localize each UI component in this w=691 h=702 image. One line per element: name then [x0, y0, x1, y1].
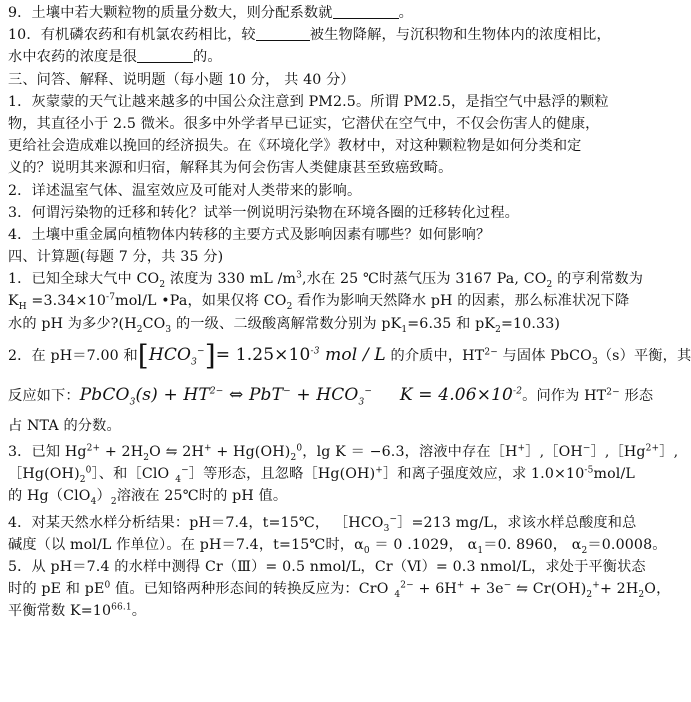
essay-1-line: 义的？说明其来源和归宿，解释其为何会伤害人类健康甚至致癌致畸。 [8, 160, 453, 177]
essay-2: 2．详述温室气体、温室效应及可能对人类带来的影响。 [8, 182, 362, 199]
calc-2-line: 2．在 pH＝7.00 和$[HCO_3^-]= 1.25\times 10^{-3}$ mol / L 的介质中，$HT^{2-}$ 与固体 PbCO$_3$（s）平衡，其 [8, 338, 691, 372]
essay-4: 4．土壤中重金属向植物体内转移的主要方式及影响因素有哪些？如何影响？ [8, 226, 491, 243]
calc-1-line: $K_H =3.34\times 10^{-7}mol/L$ •Pa，如果仅将 $CO_2$ 看作为影响天然降水 pH 的因素，那么标准状况下降 [8, 292, 630, 313]
essay-1-line: 物，其直径小于 2.5 微米。很多中外学者早已证实，它潜伏在空气中，不仅会伤害人的健康， [8, 115, 600, 132]
calc-5-line: 5．从 pH＝7.4 的水样中测得 Cr（Ⅲ）= 0.5 nmol/L，Cr（Ⅵ）= 0.3 nmol/L，求处于平衡状态 [8, 558, 646, 575]
section-3-heading: 三、问答、解释、说明题（每小题 10 分， 共 40 分） [8, 71, 355, 88]
bicarbonate-equation: $[HCO_3^-]= 1.25\times 10^{-3}$ mol / L [137, 338, 386, 372]
calc-3-line: 的 $Hg(ClO_4)_2$溶液在 25℃时的 pH 值。 [8, 488, 288, 508]
question-text: 9．土壤中若大颗粒物的质量分数大，则分配系数就 [8, 5, 333, 21]
calc-4-line: 4．对某天然水样分析结果：pH＝7.4，t=15℃， $[HCO_3^-]=213$ mg/L，求该水样总酸度和总 [8, 513, 637, 534]
answer-blank[interactable] [256, 26, 310, 41]
section-4-heading: 四、计算题(每题 7 分，共 35 分) [8, 249, 224, 266]
calc-3-line: 3．已知 $Hg^{2+} + 2H_2O$ ⇋ $2H^+ + Hg(OH)_2^0$，lg K ＝ −6.3，溶液中存在$[H^+],[OH^-],[Hg^{2+}]$, [8, 443, 679, 463]
calc-1-line: 1．已知全球大气中 $CO_2$ 浓度为 330 mL $/m^3$,水在 25 ℃时蒸气压为 3167 Pa, $CO_2$ 的亨利常数为 [8, 270, 644, 291]
calc-3-line: $[Hg(OH)_2^0]$、和［ClO $_4$−］等形态，且忽略［Hg(OH)+］和离子强度效应，求 $1.0\times 10^{-5}mol/L$ [8, 465, 635, 486]
question-text: 水中农药的浓度是很 [8, 49, 138, 66]
reaction-equation: PbCO$_3$(s) + $HT^{2-}$ ⇔ $PbT^- + HCO_3^-$ $K = 4.06\times 10^{-2}$ [79, 384, 523, 408]
question-10: 10．有机磷农药和有机氯农药相比，较 被生物降解，与沉积物和生物体内的浓度相比， [8, 27, 611, 44]
essay-1-line: 1．灰蒙蒙的天气让越来越多的中国公众注意到 PM2.5。所谓 PM2.5，是指空气中悬浮的颗粒 [8, 93, 609, 110]
calc-4-line: 碱度（以 mol/L 作单位）。在 pH＝7.4，t=15℃时，$\alpha_0 = 0$ .1029， $\alpha_1=0$. 8960， $\alpha_2=0.0008$。 [8, 536, 667, 556]
calc-2-line: 占 NTA 的分数。 [8, 417, 121, 434]
answer-blank[interactable] [137, 48, 193, 63]
calc-5-line: 时的 pE 和 $pE^0$ 值。已知铬两种形态间的转换反应为：CrO $_4^{2-}$ + 6H+ + 3e− ⇋ $Cr(OH)_2^++ 2H_2O$， [8, 580, 671, 600]
essay-1-line: 更给社会造成难以挽回的经济损失。在《环境化学》教材中，对这种颗粒物是如何分类和定 [8, 138, 582, 155]
calc-1-line: 水的 pH 为多少$?(H_2CO_3$ 的一级、二级酸离解常数分别为 $pK_1=6.35$ 和 $pK_2=10.33$) [8, 315, 561, 335]
calc-2-line: 反应如下：PbCO$_3$(s) + $HT^{2-}$ ⇔ $PbT^- + HCO_3^-$ $K = 4.06\times 10^{-2}$。问作为 $HT^{2-}$ 形态 [8, 384, 654, 408]
question-10-cont: 水中农药的浓度是很 的。 [8, 49, 222, 66]
calc-5-line: 平衡常数 $K=10^{66.1}$。 [8, 602, 147, 620]
answer-blank[interactable] [333, 4, 399, 19]
essay-3: 3．何谓污染物的迁移和转化？试举一例说明污染物在环境各圈的迁移转化过程。 [8, 204, 519, 221]
question-9: 9．土壤中若大颗粒物的质量分数大，则分配系数就 。 [8, 5, 413, 21]
question-text: 10．有机磷农药和有机氯农药相比，较 [8, 27, 256, 44]
